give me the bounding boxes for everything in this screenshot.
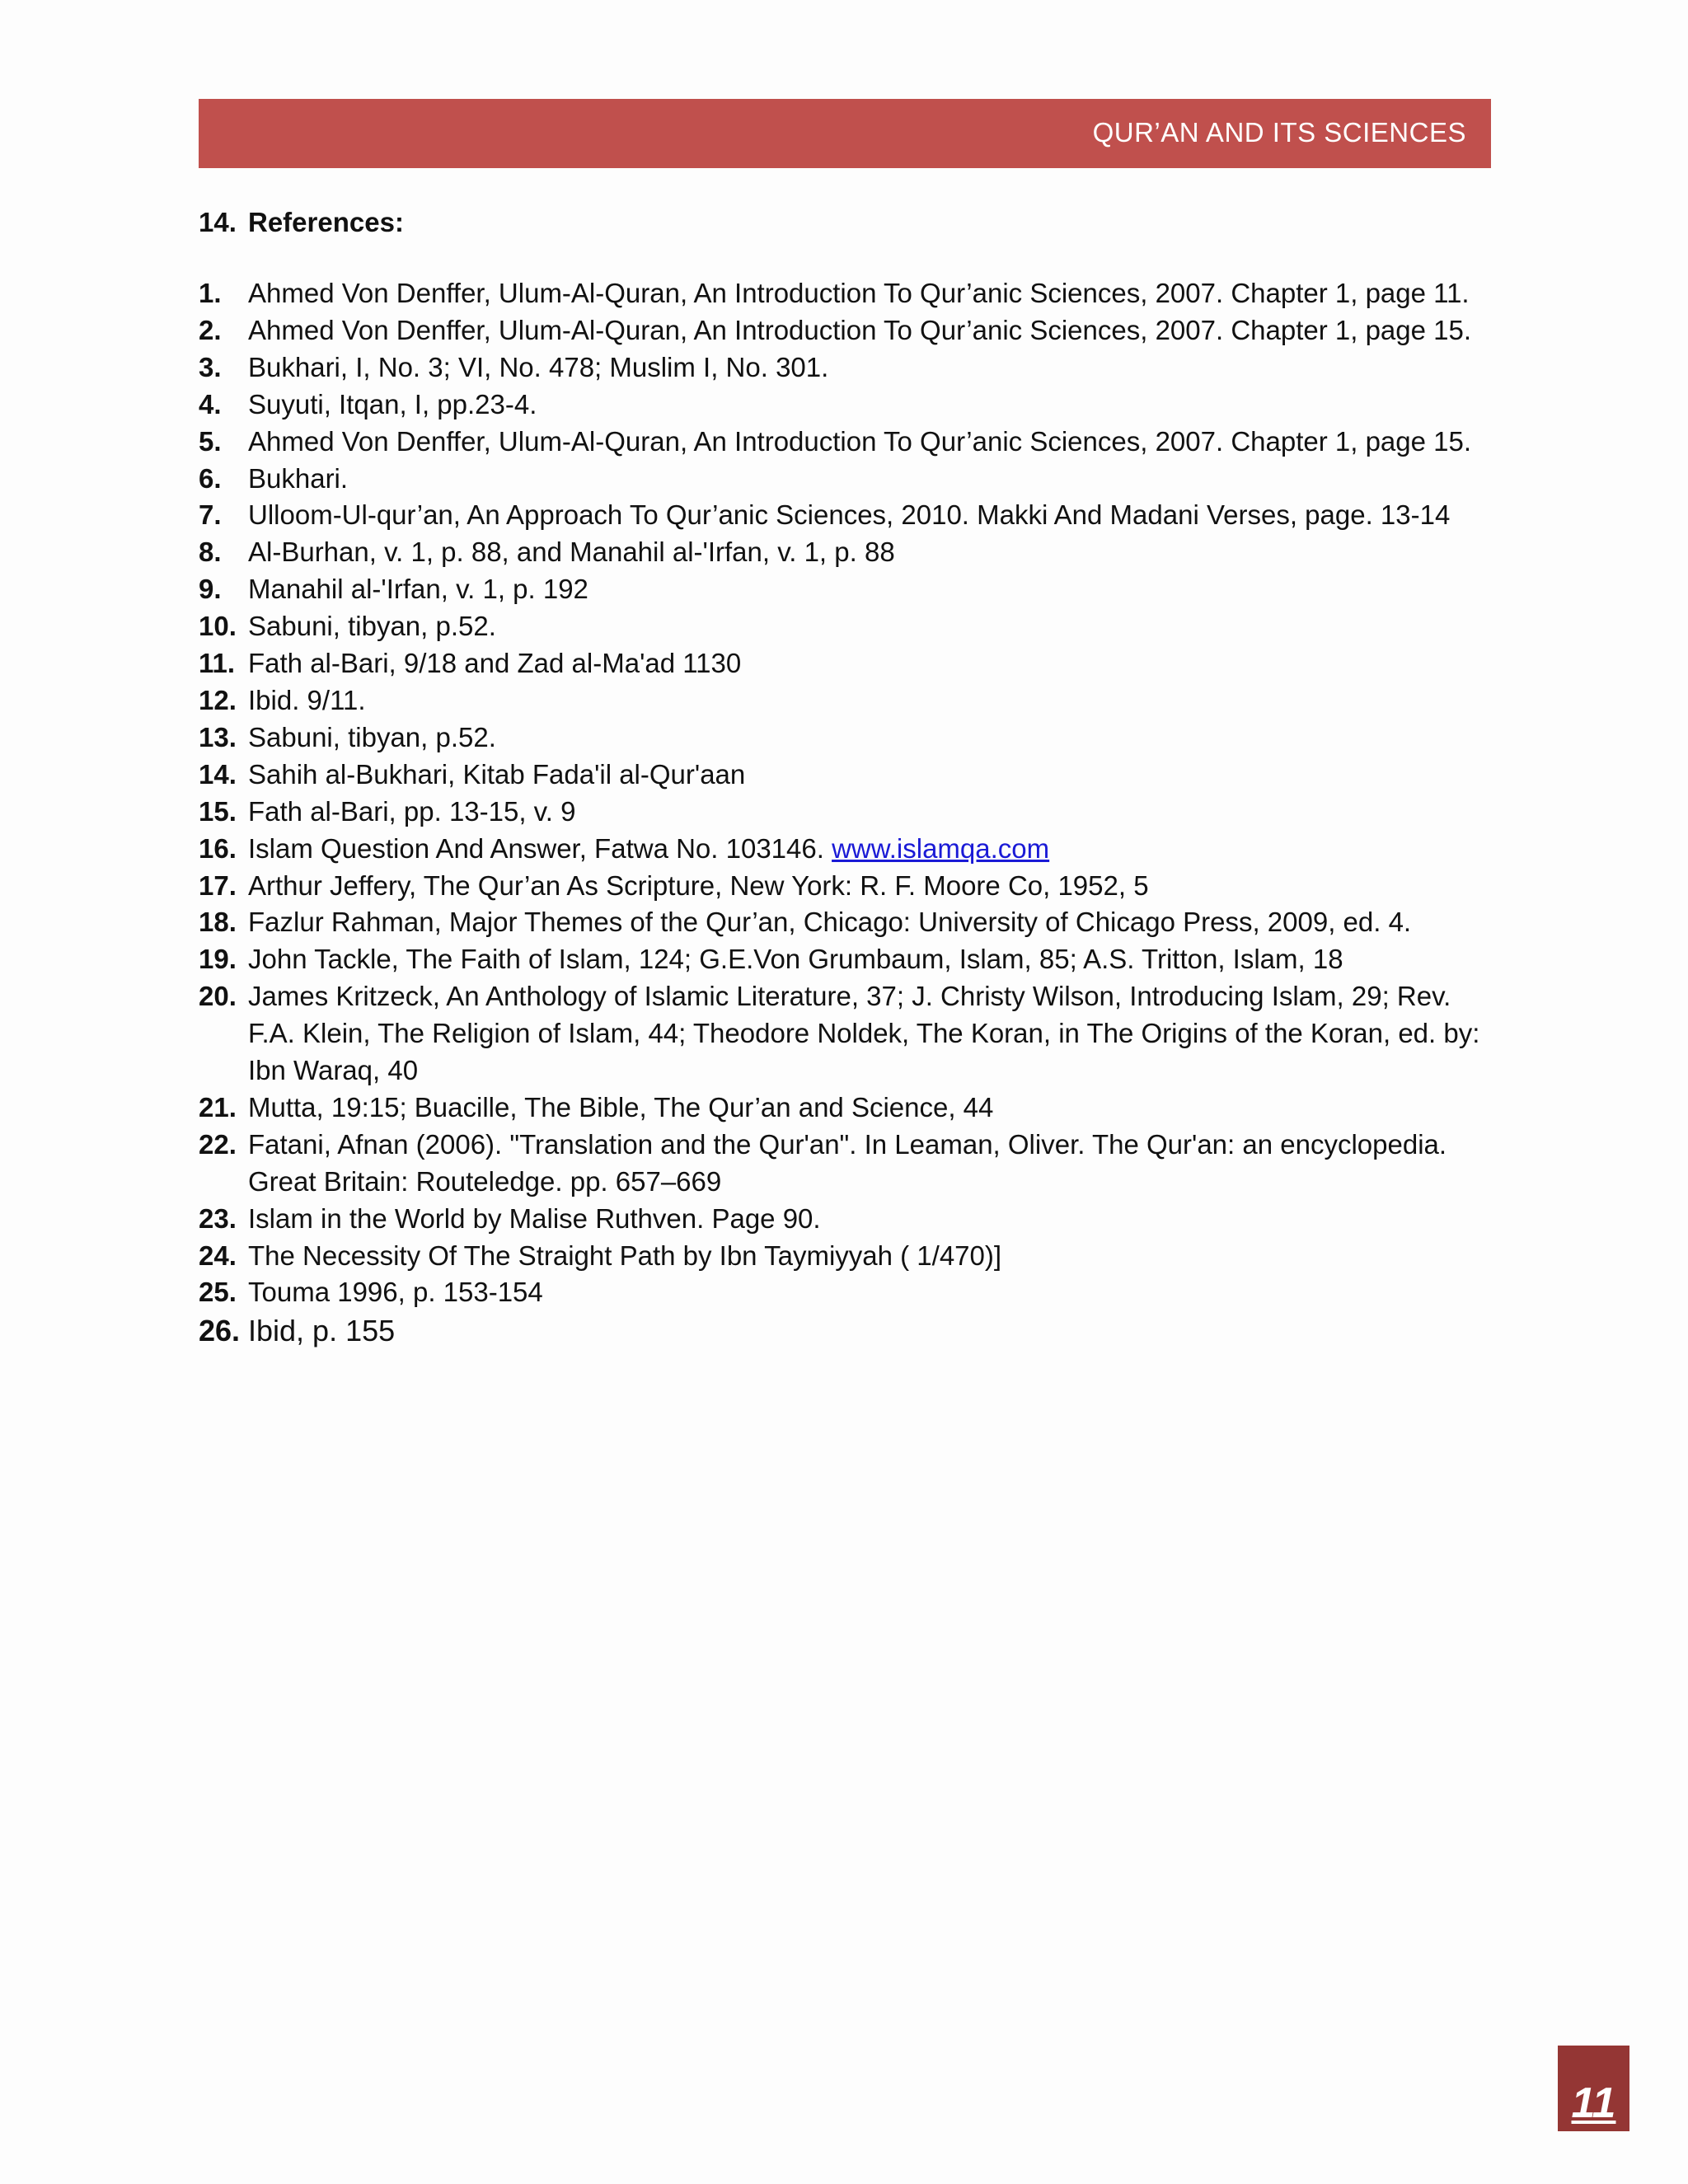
reference-text: Ahmed Von Denffer, Ulum-Al-Quran, An Introduction To Qur’anic Sciences, 2007. Chapter 1, page 15. — [248, 425, 1472, 457]
reference-item — [199, 608, 1497, 645]
reference-list — [199, 275, 1497, 1351]
reference-number: 7. — [199, 499, 222, 531]
reference-number: 17. — [199, 869, 237, 901]
reference-text: Sahih al-Bukhari, Kitab Fada'il al-Qur'aan — [248, 758, 746, 790]
reference-text: Al-Burhan, v. 1, p. 88, and Manahil al-'Irfan, v. 1, p. 88 — [248, 537, 895, 568]
reference-number: 25. — [199, 1277, 237, 1308]
reference-number: 9. — [199, 574, 222, 605]
reference-link[interactable]: www.islamqa.com — [832, 832, 1050, 864]
reference-number: 4. — [199, 388, 222, 419]
reference-number: 14. — [199, 758, 237, 790]
reference-number: 3. — [199, 351, 222, 382]
reference-item — [199, 645, 1497, 682]
reference-text: Fath al-Bari, 9/18 and Zad al-Ma'ad 1130 — [248, 648, 742, 679]
reference-text: Fath al-Bari, pp. 13-15, v. 9 — [248, 795, 576, 827]
reference-text: Manahil al-'Irfan, v. 1, p. 192 — [248, 574, 588, 605]
header-title: QUR’AN AND ITS SCIENCES — [1092, 117, 1466, 148]
section-title: References: — [248, 207, 404, 237]
reference-number: 1. — [199, 278, 222, 308]
reference-text: Bukhari, I, No. 3; VI, No. 478; Muslim I, No. 301. — [248, 351, 829, 382]
reference-number: 2. — [199, 314, 222, 345]
reference-text: John Tackle, The Faith of Islam, 124; G.E.Von Grumbaum, Islam, 85; A.S. Tritton, Islam, 18 — [248, 944, 1343, 975]
reference-item — [199, 349, 1497, 387]
reference-number: 24. — [199, 1240, 237, 1271]
reference-text: Ahmed Von Denffer, Ulum-Al-Quran, An Introduction To Qur’anic Sciences, 2007. Chapter 1, page 11. — [248, 278, 1470, 308]
running-header — [199, 99, 1491, 168]
page-number: 11 — [1571, 2079, 1616, 2127]
reference-number: 19. — [199, 944, 237, 975]
reference-item — [199, 904, 1497, 941]
reference-number: 21. — [199, 1091, 237, 1122]
reference-item — [199, 831, 1497, 868]
reference-item — [199, 1127, 1497, 1201]
reference-item — [199, 1201, 1497, 1238]
reference-item — [199, 312, 1497, 349]
reference-text: Touma 1996, p. 153-154 — [248, 1277, 543, 1308]
reference-text: Arthur Jeffery, The Qur’an As Scripture, New York: R. F. Moore Co, 1952, 5 — [248, 869, 1149, 901]
reference-text: Ibid, p. 155 — [248, 1314, 396, 1348]
reference-text: Mutta, 19:15; Buacille, The Bible, The Qur’an and Science, 44 — [248, 1091, 994, 1122]
reference-text: Suyuti, Itqan, I, pp.23-4. — [248, 388, 537, 419]
reference-text: Fazlur Rahman, Major Themes of the Qur’an, Chicago: University of Chicago Press, 2009, ed. 4. — [248, 907, 1412, 938]
reference-number: 22. — [199, 1128, 237, 1160]
reference-item — [199, 461, 1497, 498]
reference-item — [199, 424, 1497, 461]
reference-text: James Kritzeck, An Anthology of Islamic Literature, 37; J. Christy Wilson, Introducing Islam, 29; Rev. F.A. Klein, The Religion of Islam, 44; Theodore Noldek, The Koran, in The Origins of the Koran, ed. by: Ibn Waraq, 40 — [248, 981, 1480, 1086]
reference-text: Ulloom-Ul-qur’an, An Approach To Qur’anic Sciences, 2010. Makki And Madani Verses, page. 13-14 — [248, 499, 1451, 531]
reference-number: 8. — [199, 537, 222, 568]
reference-item — [199, 682, 1497, 719]
reference-item — [199, 794, 1497, 831]
reference-text: The Necessity Of The Straight Path by Ibn Taymiyyah ( 1/470)] — [248, 1240, 1002, 1271]
reference-item — [199, 1274, 1497, 1311]
reference-number: 15. — [199, 795, 237, 827]
reference-item — [199, 1311, 1497, 1351]
reference-text: Sabuni, tibyan, p.52. — [248, 611, 496, 642]
reference-text: Bukhari. — [248, 462, 349, 494]
reference-number: 10. — [199, 611, 237, 642]
reference-item — [199, 757, 1497, 794]
reference-item — [199, 719, 1497, 757]
reference-number: 6. — [199, 462, 222, 494]
reference-number: 12. — [199, 684, 237, 715]
reference-item — [199, 1238, 1497, 1275]
reference-number: 11. — [199, 648, 236, 679]
reference-item — [199, 387, 1497, 424]
reference-number: 20. — [199, 981, 237, 1012]
reference-number: 13. — [199, 721, 237, 752]
reference-item — [199, 275, 1497, 312]
reference-item — [199, 868, 1497, 905]
reference-number: 16. — [199, 832, 237, 864]
reference-text: Fatani, Afnan (2006). "Translation and the Qur'an". In Leaman, Oliver. The Qur'an: an encyclopedia. Great Britain: Routeledge. pp. 657–669 — [248, 1128, 1447, 1197]
reference-item — [199, 978, 1497, 1090]
section-number: 14. — [199, 207, 237, 237]
reference-number: 5. — [199, 425, 222, 457]
reference-item — [199, 497, 1497, 534]
section-heading — [199, 207, 404, 238]
reference-item — [199, 571, 1497, 608]
reference-item — [199, 534, 1497, 571]
reference-text: Ahmed Von Denffer, Ulum-Al-Quran, An Introduction To Qur’anic Sciences, 2007. Chapter 1, page 15. — [248, 314, 1472, 345]
reference-text: Sabuni, tibyan, p.52. — [248, 721, 496, 752]
reference-number: 23. — [199, 1202, 237, 1234]
reference-item — [199, 1090, 1497, 1127]
reference-text: Islam in the World by Malise Ruthven. Page 90. — [248, 1202, 821, 1234]
reference-number: 18. — [199, 907, 237, 938]
reference-number: 26. — [199, 1314, 241, 1348]
reference-text: Islam Question And Answer, Fatwa No. 103146. — [248, 832, 824, 864]
page-number-box — [1558, 2046, 1629, 2131]
reference-text: Ibid. 9/11. — [248, 684, 366, 715]
reference-item — [199, 941, 1497, 978]
